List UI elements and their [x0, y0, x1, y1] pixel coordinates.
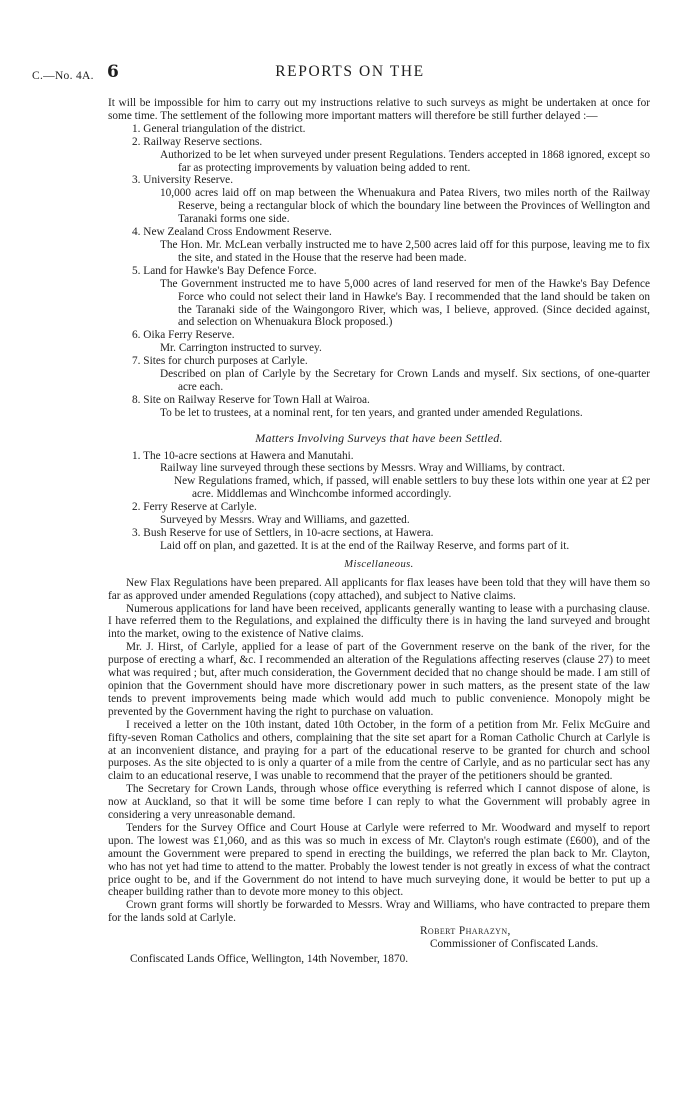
report-body [108, 97, 650, 966]
list-item: 1. The 10-acre sections at Hawera and Manutahi. [132, 449, 354, 462]
miscellaneous-section [108, 577, 650, 925]
settled-matters-list [108, 450, 650, 553]
list-item: 4. New Zealand Cross Endowment Reserve. [132, 226, 332, 239]
list-item: 3. University Reserve. [132, 174, 234, 187]
list-item: 1. General triangulation of the district. [132, 122, 306, 135]
list-item: 5. Land for Hawke's Bay Defence Force. [132, 264, 317, 277]
paragraph: New Flax Regulations have been prepared. All applicants for flax leases have been told that they will have them so far as approved under amended Regulations (copy attached), and subject to Native claims. [108, 576, 650, 602]
list-item: 2. Railway Reserve sections. [132, 135, 263, 148]
list-item-detail: Authorized to be let when surveyed under present Regulations. Tenders accepted in 1868 ignored, except so far as protecting improvements by valuation being added to rent. [160, 148, 650, 174]
section-heading-miscellaneous: Miscellaneous. [344, 558, 414, 570]
paragraph: Numerous applications for land have been received, applicants generally wanting to lease with a purchasing clause. I have referred them to the Regulations, and explained the difficulty there is in having the land surveyed and brought into the market, owing to the existence of Native claims. [108, 602, 650, 641]
signatory-title: Commissioner of Confiscated Lands. [430, 938, 599, 951]
running-title: REPORTS ON THE [275, 63, 425, 80]
list-item-detail: Mr. Carrington instructed to survey. [160, 342, 322, 355]
pending-matters-list [108, 123, 650, 420]
page-number: 6 [107, 62, 119, 82]
paragraph: Crown grant forms will shortly be forwarded to Messrs. Wray and Williams, who have contracted to prepare them for the lands sold at Carlyle. [108, 899, 650, 925]
paragraph: The Secretary for Crown Lands, through whose office everything is referred which I cannot dispose of alone, is now at Auckland, so that it will be some time before I can reply to what the Government will probably agree in considering a very unreasonable demand. [108, 783, 650, 822]
signatory-name: Robert Pharazyn, [420, 925, 511, 938]
list-item: 3. Bush Reserve for use of Settlers, in 10-acre sections, at Hawera. [132, 527, 434, 539]
paragraph: Mr. J. Hirst, of Carlyle, applied for a lease of part of the Government reserve on the bank of the river, for the purpose of erecting a wharf, &c. I recommended an alteration of the Regulations affecting reserves (clause 27) to meet what was required ; but, after much consideration, the Government decided that no change should be made. I am still of opinion that the Government should have more discretionary power in such matters, as the present state of the law tends to prevent improvements being made which would add much to public convenience. Monopoly might be prevented by the Government having the right to purchase on valuation. [108, 641, 650, 718]
list-item-detail: The Hon. Mr. McLean verbally instructed me to have 2,500 acres laid off for this purpose, leaving me to fix the site, and stated in the House that the reserve had been made. [160, 238, 650, 264]
paragraph: I received a letter on the 10th instant, dated 10th October, in the form of a petition from Mr. Felix McGuire and fifty-seven Roman Catholics and others, complaining that the site set apart for a Roman Catholic Church at Carlyle is at an inconvenient distance, and praying for a part of the educational reserve to be granted for church and school purposes. As the site objected to is only a quarter of a mile from the centre of Carlyle, and as no particular sect has any claim to an educational reserve, I was unable to recommend that the prayer of the petitioners should be granted. [108, 718, 650, 783]
paragraph: Tenders for the Survey Office and Court House at Carlyle were referred to Mr. Woodward and myself to report upon. The lowest was £1,060, and as this was so much in excess of Mr. Clayton's rough estimate (£600), and of the amount the Government were prepared to spend in erecting the buildings, we referred the plan back to Mr. Clayton, who has not yet had time to attend to the matter. Probably the lowest tender is not greatly in excess of what the contract price ought to be, and if the Government do not intend to have much surveying done, it would be better to put up a cheaper building rather than to devote more money to this object. [108, 821, 650, 899]
list-item: 8. Site on Railway Reserve for Town Hall at Wairoa. [132, 393, 370, 406]
list-item-detail: To be let to trustees, at a nominal rent, for ten years, and granted under amended Regulations. [160, 406, 583, 419]
section-heading-settled: Matters Involving Surveys that have been Settled. [255, 430, 503, 445]
list-item-detail: Railway line surveyed through these sections by Messrs. Wray and Williams, by contract. [160, 462, 565, 475]
list-item-detail: New Regulations framed, which, if passed, will enable settlers to buy these lots within one year at £2 per acre. Middlemas and Winchcombe informed accordingly. [174, 475, 650, 501]
intro-paragraph: It will be impossible for him to carry out my instructions relative to such surveys as might be undertaken at once for some time. The settlement of the following more important matters will therefore be still further delayed :— [108, 97, 650, 122]
list-item-detail: The Government instructed me to have 5,000 acres of land reserved for men of the Hawke's Bay Defence Force who could not select their land in Hawke's Bay. I recommended that the land should be taken on the Taranaki side of the Waingongoro River, which was, I believe, approved. (Since decided against, and selection on Whenuakura Block proposed.) [160, 277, 650, 329]
list-item: 6. Oika Ferry Reserve. [132, 329, 235, 342]
list-item-detail: 10,000 acres laid off on map between the Whenuakura and Patea Rivers, two miles north of the Railway Reserve, being a rectangular block of which the boundary line between the Provinces of Wellington and Taranaki forms one side. [160, 187, 650, 226]
signature-block [108, 925, 650, 951]
list-item: 2. Ferry Reserve at Carlyle. [132, 501, 257, 514]
office-date-line: Confiscated Lands Office, Wellington, 14th November, 1870. [130, 953, 409, 965]
list-item-detail: Laid off on plan, and gazetted. It is at the end of the Railway Reserve, and forms part of it. [160, 539, 570, 552]
list-item-detail: Surveyed by Messrs. Wray and Williams, and gazetted. [160, 514, 410, 527]
running-header [22, 62, 678, 86]
list-item: 7. Sites for church purposes at Carlyle. [132, 355, 308, 368]
list-item-detail: Described on plan of Carlyle by the Secretary for Crown Lands and myself. Six sections, of one-quarter acre each. [160, 368, 650, 393]
document-reference: C.—No. 4A. [32, 70, 94, 82]
